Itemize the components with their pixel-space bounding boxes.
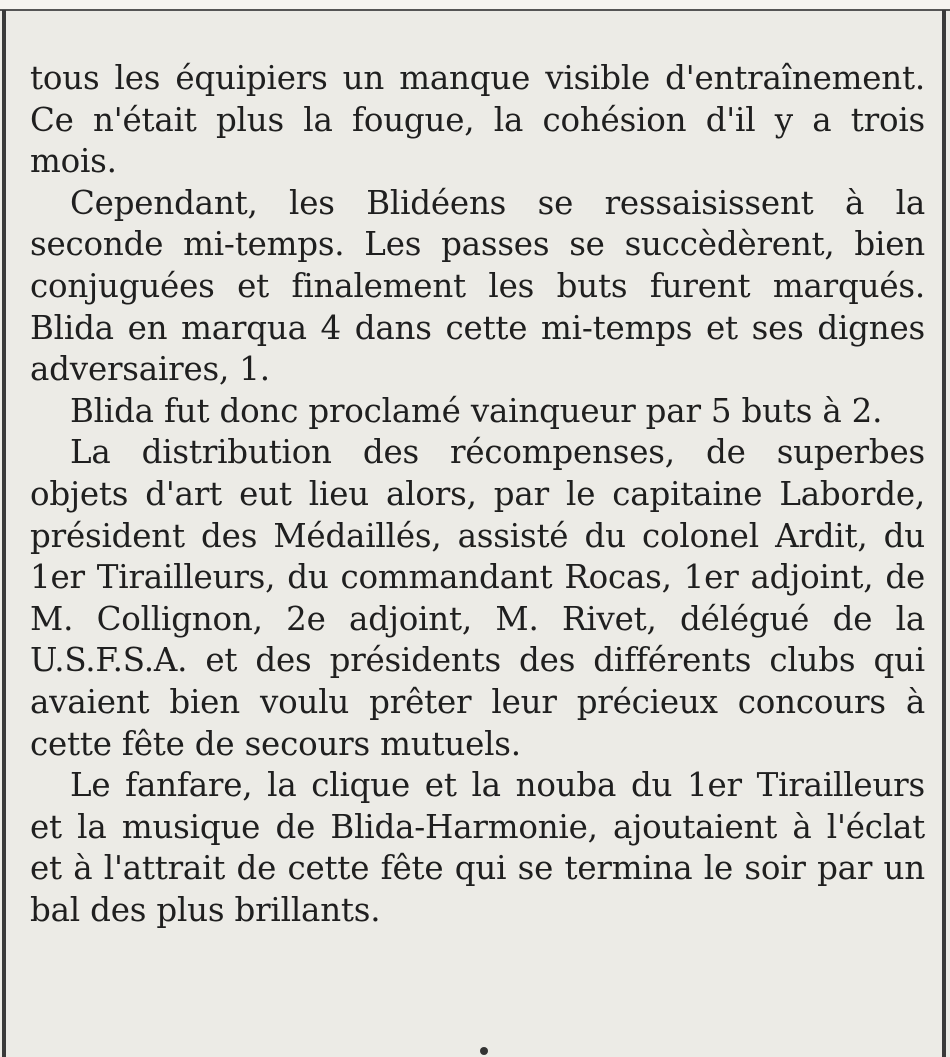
article-paragraph-2: Cependant, les Blidéens se ressaisissent à la seconde mi-temps. Les passes se succèdèrent, bien conjuguées et finalement les buts furent marqués. Blida en marqua 4 dans cette mi-temps et ses dignes adversaires, 1. [30, 183, 925, 389]
article-paragraph-5: Le fanfare, la clique et la nouba du 1er Tirailleurs et la musique de Blida-Harmonie, ajoutaient à l'éclat et à l'attrait de cette fête qui se termina le soir par un bal des plus brillants. [30, 766, 925, 929]
right-column-rule [942, 10, 946, 1057]
article-column [30, 58, 925, 931]
article-paragraph-3: Blida fut donc proclamé vainqueur par 5 buts à 2. [70, 391, 883, 430]
article-paragraph-4: La distribution des récompenses, de superbes objets d'art eut lieu alors, par le capitaine Laborde, président des Médaillés, assisté du colonel Ardit, du 1er Tirailleurs, du commandant Rocas, 1er adjoint, de M. Collignon, 2e adjoint, M. Rivet, délégué de la U.S.F.S.A. et des présidents des différents clubs qui avaient bien voulu prêter leur précieux concours à cette fête de secours mutuels. [30, 433, 925, 763]
ink-dot [480, 1047, 488, 1055]
left-column-rule [2, 10, 6, 1057]
top-border-rule [0, 0, 950, 11]
article-paragraph-1: tous les équipiers un manque visible d'entraînement. Ce n'était plus la fougue, la cohésion d'il y a trois mois. [30, 59, 925, 181]
